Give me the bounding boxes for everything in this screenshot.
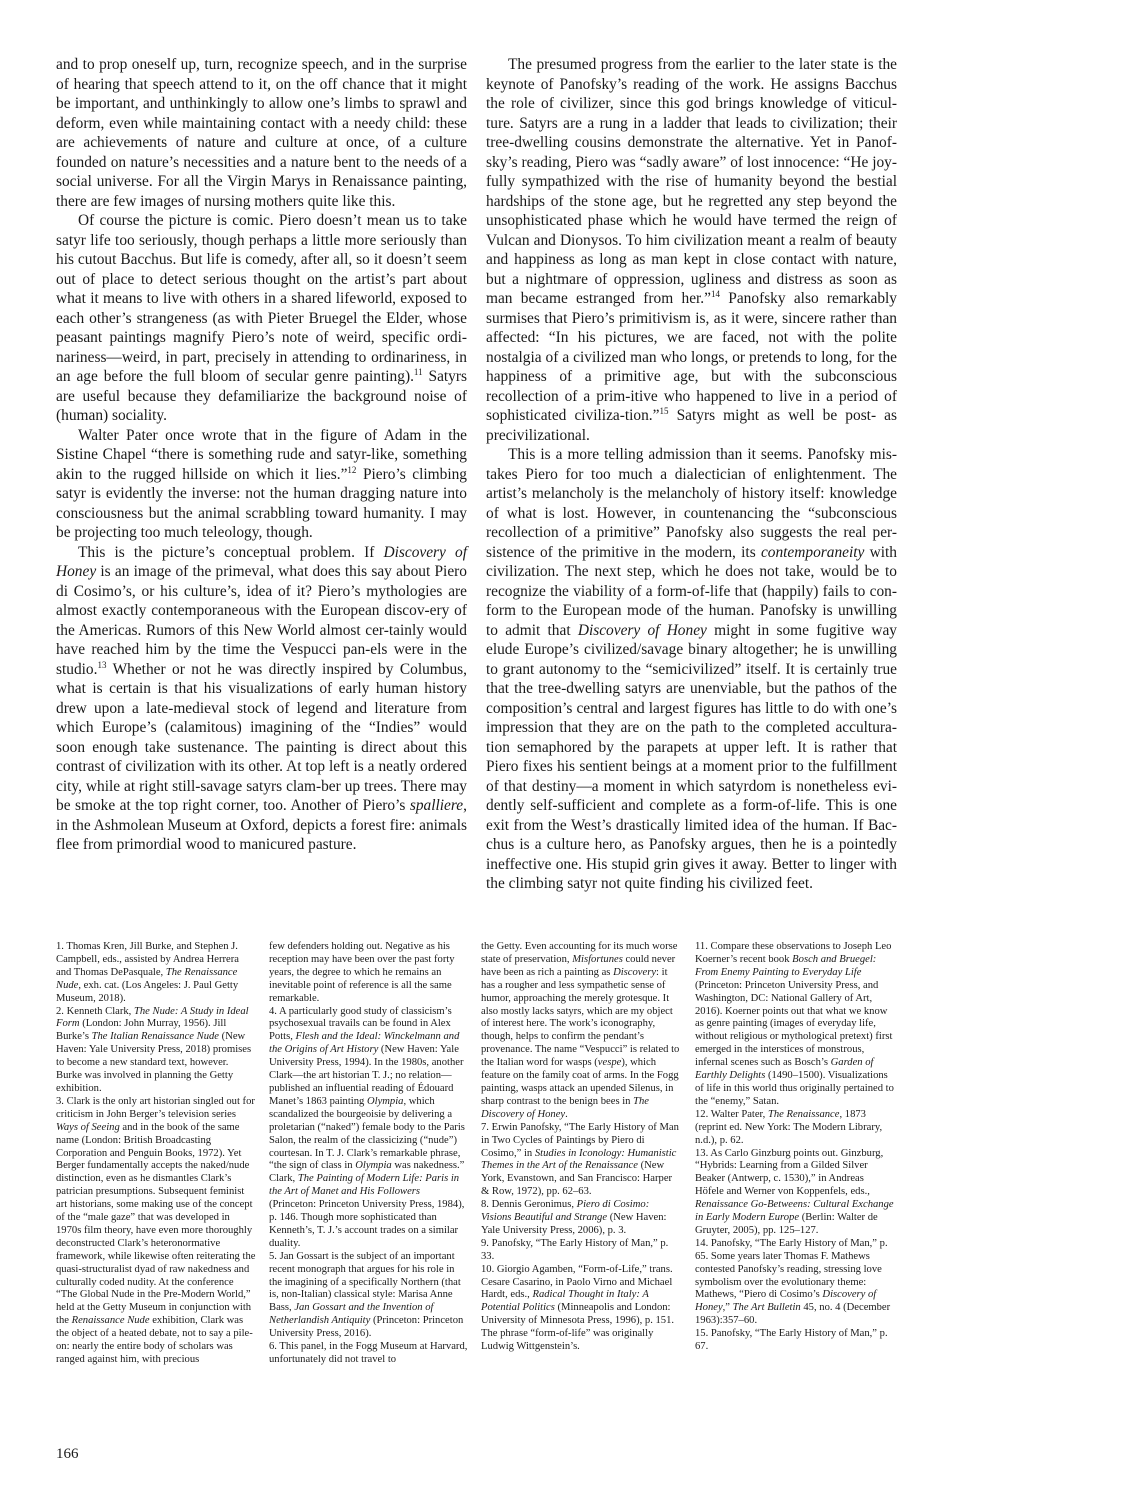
footnote-column-3 <box>481 941 681 1354</box>
footnote: 1. Thomas Kren, Jill Burke, and Stephen J. Campbell, eds., assisted by Andrea Herrera and Thomas DePasquale, The Renaissance Nude, exh. cat. (Los Angeles: J. Paul Getty Museum, 2018). <box>56 941 239 1004</box>
footnote-column-4 <box>695 941 895 1354</box>
italic-title: The Italian Renaissance Nude <box>91 1031 220 1043</box>
footnote-ref: 14 <box>711 289 720 299</box>
italic-title: contemporaneity <box>760 543 865 561</box>
footnote-ref: 13 <box>97 659 107 670</box>
italic-title: Studies in Iconology: Humanistic Themes in the Art of the Renaissance <box>481 1147 677 1172</box>
body-column-right <box>486 55 897 894</box>
italic-title: Olympia <box>355 1160 392 1172</box>
footnote: 6. This panel, in the Fogg Museum at Harvard, unfortunately did not travel to <box>269 1341 468 1365</box>
footnote: few defenders holding out. Negative as his reception may have been over the past forty years, the degree to which he remains an inevitable point of reference is all the same remarkable. <box>269 941 455 1004</box>
italic-title: Discovery <box>613 966 657 978</box>
italic-title: The Nude: A Study in Ideal Form <box>56 1005 249 1030</box>
body-paragraph: The presumed progress from the earlier to the later state is the keynote of Panofsky’s reading of the work. He assigns Bacchus the role of civilizer, since this god brings knowledge of viticul-ture. Satyrs are a rung in a ladder that leads to civilization; their tree-dwelling cousins demonstrate the alternative. Yet in Panof-sky’s reading, Piero was “sadly aware” of lost innocence: “He joy-fully sympathized with the rise of humanity beyond the bestial hardships of the stone age, but he regretted any step beyond the unsophisticated phase which he would have termed the reign of Vulcan and Dionysos. To him civilization meant a realm of beauty and happiness as long as man kept in close contact with nature, but a nightmare of oppression, ugliness and distress as soon as man became estranged from her.”$^{14}$ Panofsky also remarkably surmises that Piero’s primitivism is, as it were, sincere rather than affected: “In his pictures, we are faced, not with the polite nostalgia of a civilized man who longs, or pretends to long, for the happiness of a primitive age, but with the subconscious recollection of a prim-itive who happened to live in a period of sophisticated civiliza-tion.”$^{15}$ Satyrs might as well be post- as precivilizational. <box>486 56 898 444</box>
body-paragraph: Walter Pater once wrote that in the figure of Adam in the Sistine Chapel “there is something rude and satyr-like, something akin to the rugged hillside on which it lies.”$^{12}$ Piero’s climbing satyr is evidently the inverse: not the human dragging nature into consciousness but the animal scrabbling toward humanity. I may be projecting too much teleology, though. <box>56 426 467 541</box>
italic-title: Piero di Cosimo: Visions Beautiful and Strange <box>481 1199 650 1224</box>
italic-title: Radical Thought in Italy: A Potential Politics <box>481 1289 649 1314</box>
italic-title: Misfortunes <box>572 953 623 965</box>
body-paragraph: This is a more telling admission than it seems. Panofsky mis-takes Piero for too much a dialectician of enlightenment. The artist’s melancholy is the melancholy of history itself: knowledge of what is lost. However, in countenancing the “subconscious recollection of a primitive” Panofsky also suggests the real per-sistence of the primitive in the modern, its contemporaneity with civilization. The next step, which he does not take, would be to recognize the viability of a form-of-life that (happily) fails to con-form to the European mode of the human. Panofsky is unwilling to admit that Discovery of Honey might in some fugitive way elude Europe’s civilized/savage binary altogether; he is unwilling to grant autonomy to the “semicivilized” itself. It is certainly true that the tree-dwelling satyrs are unenviable, but the pathos of the composition’s central and largest figures has little to do with one’s impression that they are on the path to the completed accultura-tion semaphored by the parapets at upper left. It is rather that Piero fixes his sentient beings at a moment prior to the fulfillment of that destiny—a moment in which satyrdom is nonetheless evi-dently self-sufficient and complete as a form-of-life. This is one exit from the West’s drastically limited idea of the human. If Bac-chus is a culture hero, as Panofsky argues, then he is a pointedly ineffective one. His stupid grin gives it away. Better to linger with the climbing satyr not quite finding his civilized feet. <box>486 446 897 892</box>
italic-title: vespe <box>597 1057 622 1069</box>
footnote: 13. As Carlo Ginzburg points out. Ginzburg, “Hybrids: Learning from a Gilded Silver Beaker (Antwerp, c. 1530),” in Andreas Höfele and Werner von Koppenfels, eds., Renaissance Go-Betweens: Cultural Exchange in Early Modern Europe (Berlin: Walter de Gruyter, 2005), pp. 125–127. <box>695 1147 894 1236</box>
footnote: 8. Dennis Geronimus, Piero di Cosimo: Visions Beautiful and Strange (New Haven: Yale University Press, 2006), p. 3. <box>481 1199 667 1236</box>
footnote-ref: 15 <box>659 406 669 416</box>
footnote: 10. Giorgio Agamben, “Form-of-Life,” trans. Cesare Casarino, in Paolo Virno and Michael Hardt, eds., Radical Thought in Italy: A Potential Politics (Minneapolis and London: University of Minnesota Press, 1996), p. 151. The phrase “form-of-life” was originally Ludwig Wittgenstein’s. <box>481 1263 675 1353</box>
italic-title: Discovery of Honey <box>695 1289 877 1314</box>
italic-title: Garden of Earthly Delights <box>695 1057 874 1082</box>
body-paragraph: and to prop oneself up, turn, recognize speech, and in the surprise of hearing that speech attend to it, on the off chance that it might be important, and unthinkingly to allow one’s limbs to sprawl and deform, even while maintaining contact with a needy child: these are achievements of nature and culture at once, of a culture founded on nature’s necessities and a nature bent to the needs of a social universe. For all the Virgin Marys in Renaissance painting, there are few images of nursing mothers quite like this. <box>56 56 467 210</box>
footnote-column-1 <box>56 941 256 1367</box>
italic-title: Olympia <box>366 1095 404 1107</box>
footnote: the Getty. Even accounting for its much worse state of preservation, Misfortunes could never have been as rich a painting as Discovery: it has a rougher and less sympathetic sense of humor, approaching the merely grotesque. It also mostly lacks satyrs, which are my object of interest here. The work’s iconography, though, helps to confirm the pendant’s provenance. The name “Vespucci” is related to the Italian word for wasps (vespe), which feature on the family coat of arms. In the Fogg painting, wasps attack an upended Silenus, in sharp contrast to the benign bees in The Discovery of Honey. <box>481 941 680 1120</box>
italic-title: The Painting of Modern Life: Paris in the Art of Manet and His Followers <box>269 1173 460 1198</box>
footnote-ref: 11 <box>413 367 423 377</box>
page-number: 166 <box>56 1446 79 1462</box>
footnote: 2. Kenneth Clark, The Nude: A Study in Ideal Form (London: John Murray, 1956). Jill Burke’s The Italian Renaissance Nude (New Haven: Yale University Press, 2018) promises to become a new standard text, however. Burke was involved in planning the Getty exhibition. <box>56 1005 252 1094</box>
body-column-left <box>56 55 467 855</box>
footnote: 9. Panofsky, “The Early History of Man,” p. 33. <box>481 1237 669 1262</box>
italic-title: Renaissance Go-Betweens: Cultural Exchange in Early Modern Europe <box>695 1199 894 1224</box>
italic-title: Renaissance Nude <box>71 1315 150 1327</box>
footnote-column-2 <box>269 941 469 1367</box>
footnote: 11. Compare these observations to Joseph Leo Koerner’s recent book Bosch and Bruegel: From Enemy Painting to Everyday Life (Princeton: Princeton University Press, and Washington, DC: National Gallery of Art, 2016). Koerner points out that what we know as genre painting (images of everyday life, without religious or mythological pretext) first emerged in the interstices of monstrous, infernal scenes such as Bosch’s Garden of Earthly Delights (1490–1500). Visualizations of life in this world thus originally pertained to the “enemy,” Satan. <box>695 941 894 1107</box>
body-paragraph: Of course the picture is comic. Piero doesn’t mean us to take satyr life too seriously, though perhaps a little more seriously than his cutout Bacchus. But life is comedy, after all, so it doesn’t seem out of place to detect serious thought on the artist’s part about what it means to live with others in a shared lifeworld, exposed to each other’s strangeness (as with Pieter Bruegel the Elder, whose peasant paintings magnify Piero’s note of weird, specific ordi-nariness—weird, in part, precisely in attending to ordinariness, in an age before the full bloom of secular genre painting).$^{11}$ Satyrs are useful because they defamiliarize the background noise of (human) sociality. <box>56 212 467 424</box>
italic-title: The Renaissance Nude <box>56 966 238 991</box>
italic-title: Discovery of Honey <box>56 543 467 580</box>
italic-title: Ways of Seeing <box>56 1121 120 1133</box>
footnote: 5. Jan Gossart is the subject of an important recent monograph that argues for his role in the imagining of a specifically Northern (that is, non-Italian) classical style: Marisa Anne Bass, Jan Gossart and the Invention of Netherlandish Antiquity (Princeton: Princeton University Press, 2016). <box>269 1250 464 1340</box>
footnote: 12. Walter Pater, The Renaissance, 1873 (reprint ed. New York: The Modern Library, n.d.), p. 62. <box>695 1108 883 1146</box>
footnote: 3. Clark is the only art historian singled out for criticism in John Berger’s television series Ways of Seeing and in the book of the same name (London: British Broadcasting Corporation and Penguin Books, 1972). Yet Berger fundamentally accepts the naked/nude distinction, even as he dismantles Clark’s patrician presumptions. Subsequent feminist art historians, some making use of the concept of the “male gaze” that was developed in 1970s film theory, have even more thoroughly deconstructed Clark’s heteronormative framework, while likewise often reiterating the quasi-structuralist dyad of raw nakedness and culturally coded nudity. At the conference “The Global Nude in the Pre-Modern World,” held at the Getty Museum in conjunction with the Renaissance Nude exhibition, Clark was the object of a heated debate, not to say a pile-on: nearly the entire body of scholars was ranged against him, with precious <box>56 1095 256 1365</box>
italic-title: The Discovery of Honey <box>481 1095 649 1120</box>
body-paragraph: This is the picture’s conceptual problem. If Discovery of Honey is an image of the primeval, what does this say about Piero di Cosimo’s, or his culture’s, idea of it? Piero’s mythologies are almost exactly contemporaneous with the European discov-ery of the Americas. Rumors of this New World almost cer-tainly would have reached him by the time the Vespucci pan-els were in the studio.$^{13}$ Whether or not he was directly inspired by Columbus, what is certain is that his visualizations of early human history drew upon a late-medieval stock of legend and literature from which Europe’s (calamitous) imagining of the “Indies” would soon enough take sustenance. The painting is direct about this contrast of civilization with its other. At top left is a neatly ordered city, while at right still-savage satyrs clam-ber up trees. There may be smoke at the top right corner, too. Another of Piero’s spalliere, in the Ashmolean Museum at Oxford, depicts a forest fire: animals flee from primordial wood to manicured pasture. <box>56 543 467 853</box>
footnote: 7. Erwin Panofsky, “The Early History of Man in Two Cycles of Paintings by Piero di Cosimo,” in Studies in Iconology: Humanistic Themes in the Art of the Renaissance (New York, Evanstown, and San Francisco: Harper & Row, 1972), pp. 62–63. <box>481 1121 679 1198</box>
footnote: 15. Panofsky, “The Early History of Man,” p. 67. <box>695 1328 888 1353</box>
italic-title: Flesh and the Ideal: Winckelmann and the Origins of Art History <box>269 1031 460 1056</box>
italic-title: Bosch and Bruegel: From Enemy Painting to Everyday Life <box>695 953 877 978</box>
italic-title: spalliere <box>409 797 464 814</box>
footnote: 14. Panofsky, “The Early History of Man,” p. 65. Some years later Thomas F. Mathews contested Panofsky’s reading, stressing love symbolism over the evolutionary theme: Mathews, “Piero di Cosimo’s Discovery of Honey,” The Art Bulletin 45, no. 4 (December 1963):357–60. <box>695 1237 891 1327</box>
italic-title: Discovery of Honey <box>577 621 707 639</box>
footnote-ref: 12 <box>347 464 357 475</box>
italic-title: The Art Bulletin <box>732 1302 801 1314</box>
italic-title: The Renaissance <box>767 1108 840 1120</box>
footnote: 4. A particularly good study of classicism’s psychosexual travails can be found in Alex Potts, Flesh and the Ideal: Winckelmann and the Origins of Art History (New Haven: Yale University Press, 1994). In the 1980s, another Clark—the art historian T. J.; no relation—published an influential reading of Édouard Manet’s 1863 painting Olympia, which scandalized the bourgeoisie by delivering a proletarian (“naked”) female body to the Paris Salon, the realm of the classicizing (“nude”) courtesan. In T. J. Clark’s remarkable phrase, “the sign of class in Olympia was nakedness.” Clark, The Painting of Modern Life: Paris in the Art of Manet and His Followers (Princeton: Princeton University Press, 1984), p. 146. Though more sophisticated than Kenneth’s, T. J.’s account trades on a similar duality. <box>269 1005 465 1249</box>
italic-title: Jan Gossart and the Invention of Netherlandish Antiquity <box>269 1302 434 1327</box>
footnotes <box>56 941 906 1421</box>
